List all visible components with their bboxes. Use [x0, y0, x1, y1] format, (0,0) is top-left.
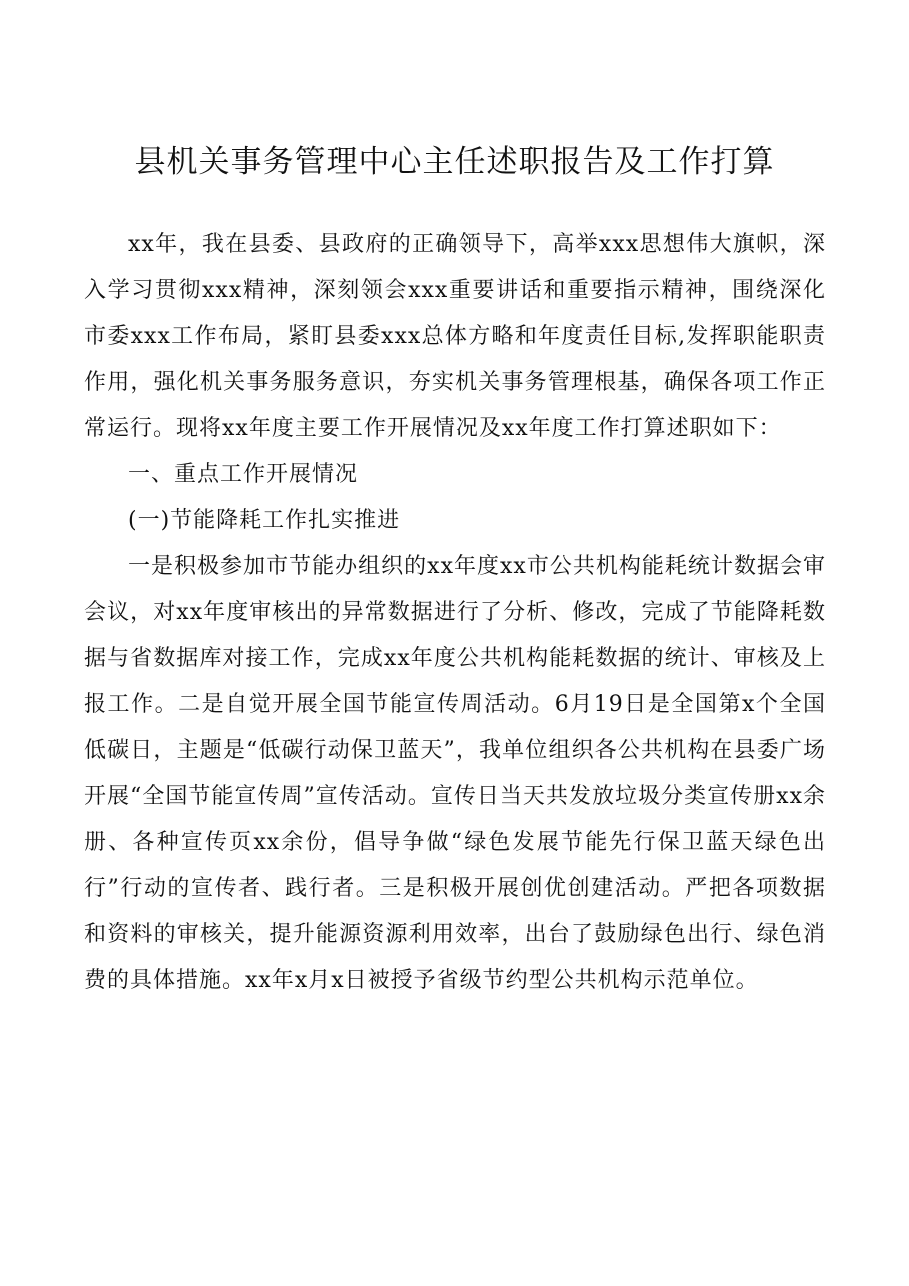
intro-paragraph: xx年，我在县委、县政府的正确领导下，高举xxx思想伟大旗帜，深入学习贯彻xxx精神，深刻领会xxx重要讲话和重要指示精神，围绕深化市委xxx工作布局，紧盯县委xxx总体方略和年度责任目标,发挥职能职责作用，强化机关事务服务意识，夯实机关事务管理根基，确保各项工作正常运行。现将xx年度主要工作开展情况及xx年度工作打算述职如下：	[84, 232, 826, 441]
section-heading: 一、重点工作开展情况	[128, 462, 359, 487]
energy-saving-paragraph: 一是积极参加市节能办组织的xx年度xx市公共机构能耗统计数据会审会议，对xx年度审核出的异常数据进行了分析、修改，完成了节能降耗数据与省数据库对接工作，完成xx年度公共机构能耗数据的统计、审核及上报工作。二是自觉开展全国节能宣传周活动。6月19日是全国第x个全国低碳日，主题是“低碳行动保卫蓝天”，我单位组织各公共机构在县委广场开展“全国节能宣传周”宣传活动。宣传日当天共发放垃圾分类宣传册xx余册、各种宣传页xx余份，倡导争做“绿色发展节能先行保卫蓝天绿色出行”行动的宣传者、践行者。三是积极开展创优创建活动。严把各项数据和资料的审核关，提升能源资源利用效率，出台了鼓励绿色出行、绿色消费的具体措施。xx年x月x日被授予省级节约型公共机构示范单位。	[84, 554, 826, 993]
subsection-heading: (一)节能降耗工作扎实推进	[128, 508, 401, 533]
document-body	[84, 222, 826, 1004]
document-title: 县机关事务管理中心主任述职报告及工作打算	[134, 144, 775, 180]
